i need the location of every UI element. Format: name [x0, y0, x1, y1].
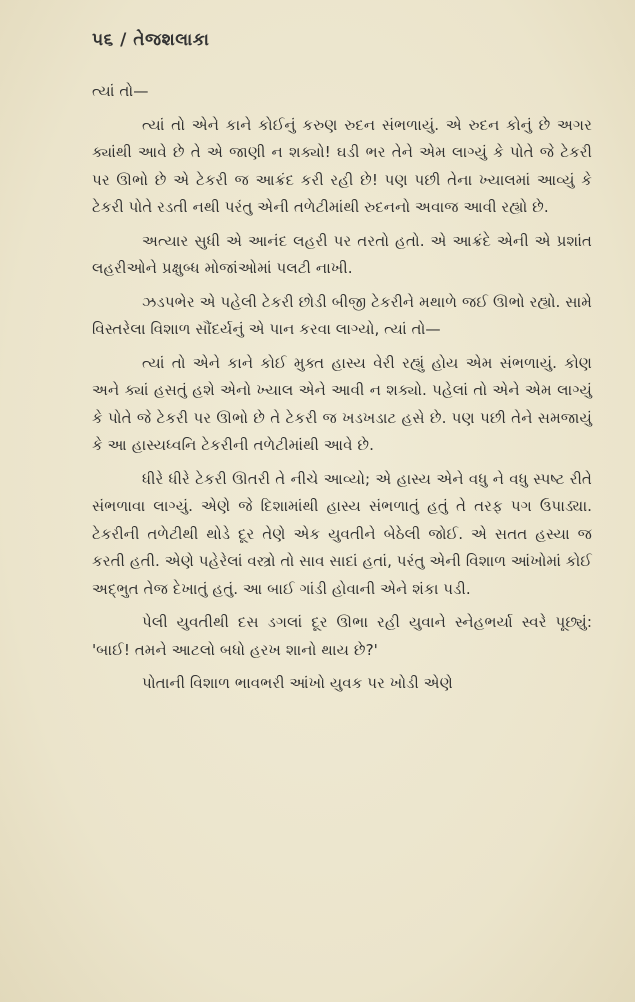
- paragraph-3: ઝડપભેર એ પહેલી ટેકરી છોડી બીજી ટેકરીને મથાળે જઈ ઊભો રહ્યો. સામે વિસ્તરેલા વિશાળ સૌંદર્યનું એ પાન કરવા લાગ્યો, ત્યાં તો—: [92, 292, 592, 338]
- paragraph-6: પેલી યુવતીથી દસ ડગલાં દૂર ઊભા રહી યુવાને સ્નેહભર્યા સ્વરે પૂછ્યું: 'બાઈ! તમને આટલો બધો હરખ શાનો થાય છે?': [92, 613, 592, 659]
- paragraph-2: અત્યાર સુધી એ આનંદ લહરી પર તરતો હતો. એ આક્રંદે એની એ પ્રશાંત લહરીઓને પ્રક્ષુબ્ધ મોજાંઓમાં પલટી નાખી.: [92, 231, 592, 277]
- paragraph-1: ત્યાં તો એને કાને કોઈનું કરુણ રુદન સંભળાયું. એ રુદન કોનું છે અગર ક્યાંથી આવે છે તે એ જાણી ન શક્યો! ઘડી ભર તેને એમ લાગ્યું કે પોતે જે ટેકરી પર ઊભો છે એ ટેકરી જ આક્રંદ કરી રહી છે! પણ પછી તેના ખ્યાલમાં આવ્યું કે ટેકરી પોતે રડતી નથી પરંતુ એની તળેટીમાંથી રુદનનો અવાજ આવી રહ્યો છે.: [92, 115, 592, 216]
- page-body: [92, 78, 592, 704]
- book-title: તેજશલાકા: [133, 30, 210, 50]
- paragraph-5: ધીરે ધીરે ટેકરી ઊતરી તે નીચે આવ્યો; એ હાસ્ય એને વધુ ને વધુ સ્પષ્ટ રીતે સંભળાવા લાગ્યું. એણે જે દિશામાંથી હાસ્ય સંભળાતું હતું તે તરફ પગ ઉપાડ્યા. ટેકરીની તળેટીથી થોડે દૂર તેણે એક યુવતીને બેઠેલી જોઈ. એ સતત હસ્યા જ કરતી હતી. એણે પહેરેલાં વસ્ત્રો તો સાવ સાદાં હતાં, પરંતુ એની વિશાળ આંખોમાં કોઈ અદ્ભુત તેજ દેખાતું હતું. આ બાઈ ગાંડી હોવાની એને શંકા પડી.: [92, 469, 592, 598]
- paragraph-4: ત્યાં તો એને કાને કોઈ મુક્ત હાસ્ય વેરી રહ્યું હોય એમ સંભળાયું. કોણ અને ક્યાં હસતું હશે એનો ખ્યાલ એને આવી ન શક્યો. પહેલાં તો એને એમ લાગ્યું કે પોતે જે ટેકરી પર ઊભો છે તે ટેકરી જ ખડખડાટ હસે છે. પણ પછી તેને સમજાયું કે આ હાસ્યધ્વનિ ટેકરીની તળેટીમાંથી આવે છે.: [92, 353, 592, 454]
- header-separator: /: [120, 30, 134, 50]
- running-header: [92, 30, 209, 50]
- page-number: ૫૬: [92, 30, 114, 50]
- intro-line: ત્યાં તો—: [92, 82, 149, 100]
- paragraph-7: પોતાની વિશાળ ભાવભરી આંખો યુવક પર ખોડી એણે: [142, 674, 453, 692]
